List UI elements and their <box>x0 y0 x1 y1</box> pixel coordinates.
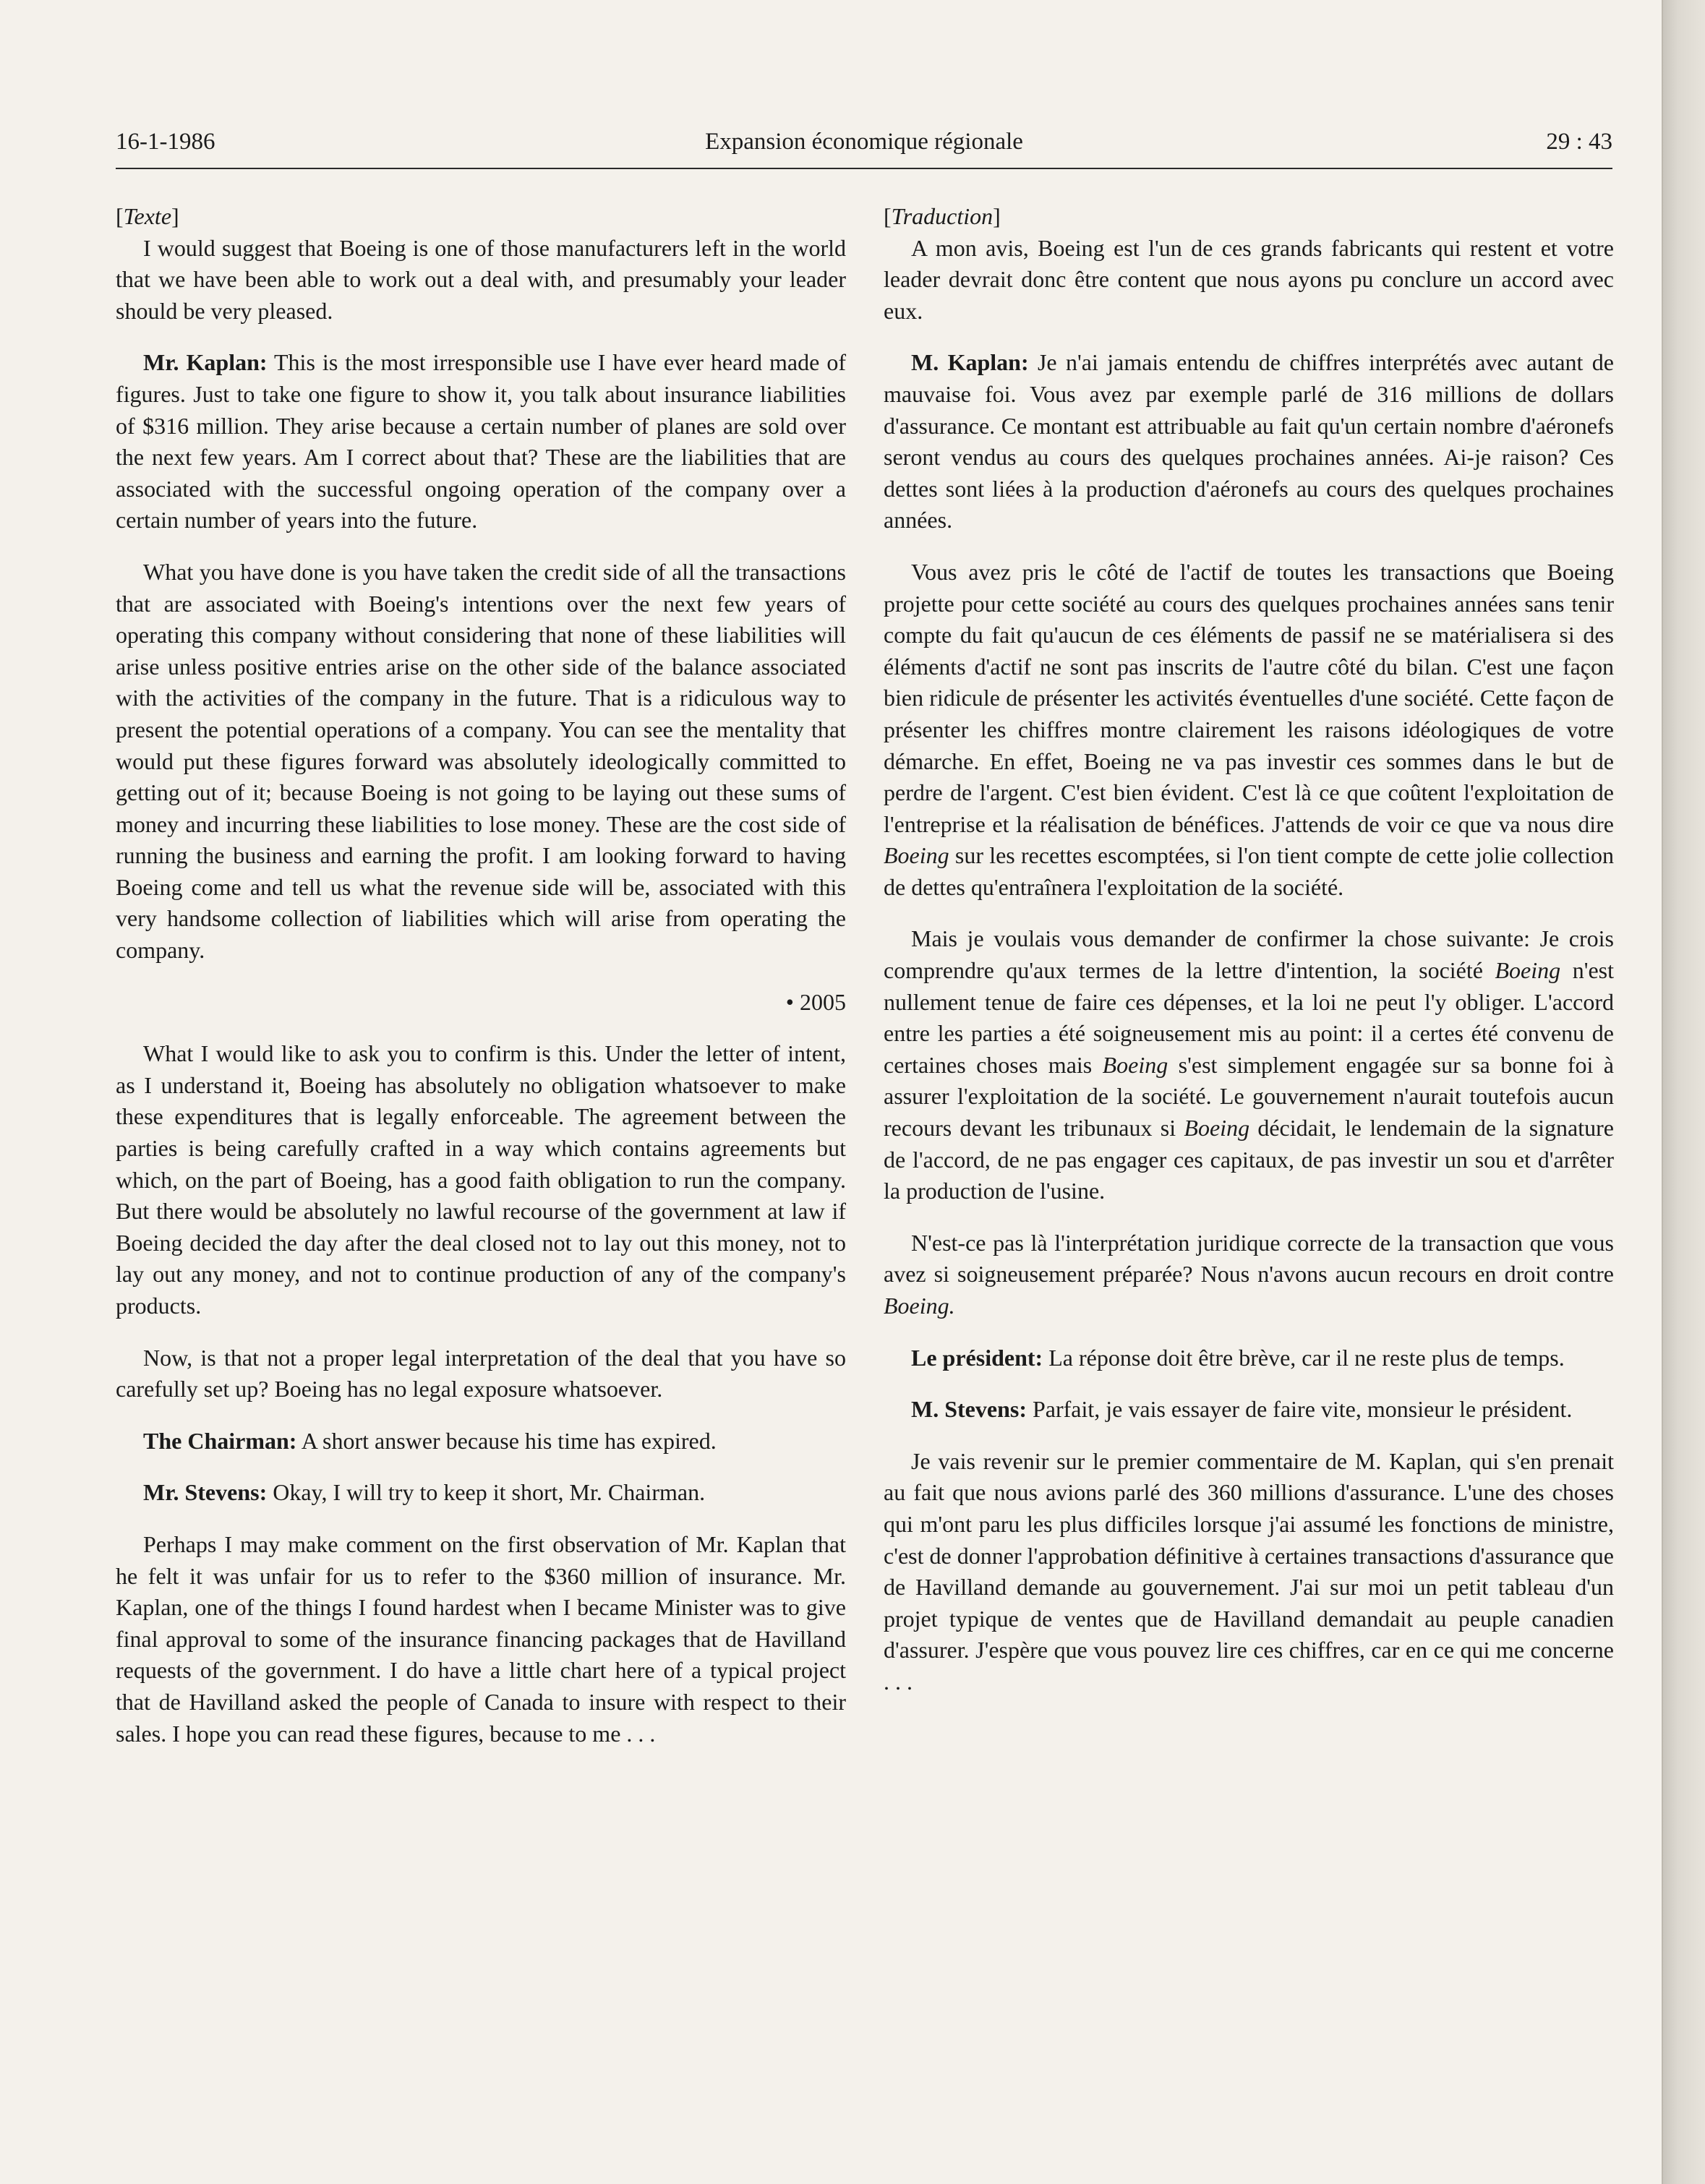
header-rule <box>116 168 1612 169</box>
speech-text: La réponse doit être brève, car il ne reste plus de temps. <box>1043 1344 1565 1371</box>
column-label: [Texte] <box>116 203 179 229</box>
paragraph: Perhaps I may make comment on the first observation of Mr. Kaplan that he felt it was unfair for us to refer to the $360 million of insurance. Mr. Kaplan, one of the things I found hardest when I became Minister was to give final approval to some of the insurance financing packages that de Havilland requests of the government. I do have a little chart here of a typical project that de Havilland asked the people of Canada to insure with respect to their sales. I hope you can read these figures, because to me . . . <box>116 1530 846 1747</box>
paragraph <box>884 557 1614 904</box>
speech-text: s'est simplement engagée sur sa bonne foi à assurer l'exploitation de la société. Le gouvernement n'aurait toutefois aucun recours devant les tribunaux si <box>884 1051 1614 1142</box>
paragraph <box>116 1477 846 1509</box>
paragraph: Je vais revenir sur le premier commentaire de M. Kaplan, qui s'en prenait au fait que nous avions parlé des 360 millions d'assurance. L'une des choses qui m'ont paru les plus difficiles lorsque j'ai assumé les fonctions de ministre, c'est de donner l'approbation définitive à certaines transactions d'assurance que de Havilland demande au gouvernement. J'ai sur moi un petit tableau d'un projet typique de ventes que de Havilland demandait au peuple canadien d'assurer. J'espère que vous pouvez lire ces chiffres, car en ce qui me concerne . . . <box>884 1447 1614 1695</box>
header-page-number: 29 : 43 <box>1546 129 1612 155</box>
speech-text: Vous avez pris le côté de l'actif de toutes les transactions que Boeing projette pour cette société au cours des quelques prochaines années sans tenir compte du fait qu'aucun de ces éléments de passif ne se matérialisera si des éléments d'actif ne sont pas inscrits de l'autre côté du bilan. C'est une façon bien ridicule de présenter les activités éventuelles d'une société. Cette façon de présenter les chiffres montre clairement les raisons idéologiques de votre démarche. En effet, Boeing ne va pas investir ces sommes dans le but de perdre de l'argent. C'est bien évident. C'est là ce que coûtent l'exploitation de l'entreprise et la réalisation de bénéfices. J'attends de voir ce que va nous dire <box>884 558 1614 837</box>
company-name: Boeing <box>1495 957 1561 984</box>
label-text: Texte <box>123 203 172 229</box>
paragraph <box>884 923 1614 1207</box>
paragraph <box>884 1394 1614 1426</box>
company-name: Boeing <box>884 842 949 869</box>
paragraph: What I would like to ask you to confirm is this. Under the letter of intent, as I understand it, Boeing has absolutely no obligation whatsoever to make these expenditures that is legally enforceable. The agreement between the parties is being carefully crafted in a way which contains agreements but which, on the part of Boeing, has a good faith obligation to run the company. But there would be absolutely no lawful recourse of the government at law if Boeing decided the day after the deal closed not to lay out this money, not to lay out any money, and not to continue production of any of the company's products. <box>116 1040 846 1319</box>
speaker-name: M. Stevens: <box>911 1396 1027 1423</box>
label-text: Traduction <box>891 203 993 229</box>
speech-text: This is the most irresponsible use I have ever heard made of figures. Just to take one figure to show it, you talk about insurance liabilities of $316 million. They arise because a certain number of planes are sold over the next few years. Am I correct about that? These are the liabilities that are associated with the successful ongoing operation of the company over a certain number of years into the future. <box>116 349 847 534</box>
speech-text: sur les recettes escomptées, si l'on tient compte de cette jolie collection de dettes qu'entraînera l'exploitation de la société. <box>884 842 1614 900</box>
speech-text: n'est nullement tenue de faire ces dépenses, et la loi ne peut l'y obliger. L'accord entre les parties a été soigneusement mis au point: il a certes été convenu de certaines choses mais <box>884 957 1614 1078</box>
time-marker: • 2005 <box>785 988 846 1015</box>
header-title: Expansion économique régionale <box>705 129 1023 155</box>
speaker-name: Mr. Kaplan: <box>143 349 268 376</box>
speech-text: Je n'ai jamais entendu de chiffres interprétés avec autant de mauvaise foi. Vous avez par exemple parlé de 316 millions de dollars d'assurance. Ce montant est attribuable au fait qu'un certain nombre d'aéronefs seront vendus au cours des quelques prochaines années. Ai-je raison? Ces dettes sont liées à la production d'aéronefs au cours des quelques prochaines années. <box>884 349 1615 534</box>
speech-text: décidait, le lendemain de la signature de l'accord, de ne pas engager ces capitaux, de pas investir un sou et d'arrêter la production de l'usine. <box>884 1115 1615 1204</box>
company-name: Boeing <box>1102 1051 1168 1078</box>
speaker-name: The Chairman: <box>143 1427 297 1454</box>
paragraph: Now, is that not a proper legal interpretation of the deal that you have so carefully set up? Boeing has no legal exposure whatsoever. <box>116 1344 846 1403</box>
paragraph <box>116 1426 846 1457</box>
speech-text: Okay, I will try to keep it short, Mr. Chairman. <box>267 1479 706 1506</box>
paragraph <box>884 347 1614 536</box>
page-header <box>116 129 1612 166</box>
speech-text: N'est-ce pas là l'interprétation juridique correcte de la transaction que vous avez si soigneusement préparée? Nous n'avons aucun recours en droit contre <box>884 1229 1614 1288</box>
speaker-name: Mr. Stevens: <box>143 1479 268 1506</box>
header-date: 16-1-1986 <box>116 129 215 155</box>
french-column <box>884 201 1614 1718</box>
paragraph: What you have done is you have taken the credit side of all the transactions that are associated with Boeing's intentions over the next few years of operating this company without considering that none of these liabilities will arise unless positive entries arise on the other side of the balance associated with the activities of the company in the future. That is a ridiculous way to present the potential operations of a company. You can see the mentality that would put these figures forward was absolutely ideologically committed to getting out of it; because Boeing is not going to be laying out these sums of money and incurring these liabilities to lose money. These are the cost side of running the business and earning the profit. I am looking forward to having Boeing come and tell us what the revenue side will be, associated with this very handsome collection of liabilities which will arise from operating the company. <box>116 558 846 964</box>
english-column <box>116 201 846 1770</box>
paragraph <box>884 1342 1614 1374</box>
speaker-name: M. Kaplan: <box>911 349 1029 376</box>
company-name: Boeing. <box>884 1293 955 1319</box>
paragraph <box>884 1228 1614 1322</box>
company-name: Boeing <box>1184 1115 1250 1142</box>
paragraph <box>116 347 846 536</box>
speech-text: Parfait, je vais essayer de faire vite, monsieur le président. <box>1026 1396 1573 1423</box>
speaker-name: Le président: <box>911 1344 1043 1371</box>
column-label: [Traduction] <box>884 203 1001 229</box>
speech-text: Mais je voulais vous demander de confirmer la chose suivante: Je crois comprendre qu'aux termes de la lettre d'intention, la société <box>884 925 1614 984</box>
speech-text: A short answer because his time has expired. <box>296 1427 717 1454</box>
page-edge <box>1662 0 1705 2184</box>
paragraph: A mon avis, Boeing est l'un de ces grands fabricants qui restent et votre leader devrait donc être content que nous ayons pu conclure un accord avec eux. <box>884 234 1614 324</box>
paragraph: I would suggest that Boeing is one of those manufacturers left in the world that we have been able to work out a deal with, and presumably your leader should be very pleased. <box>116 234 846 324</box>
